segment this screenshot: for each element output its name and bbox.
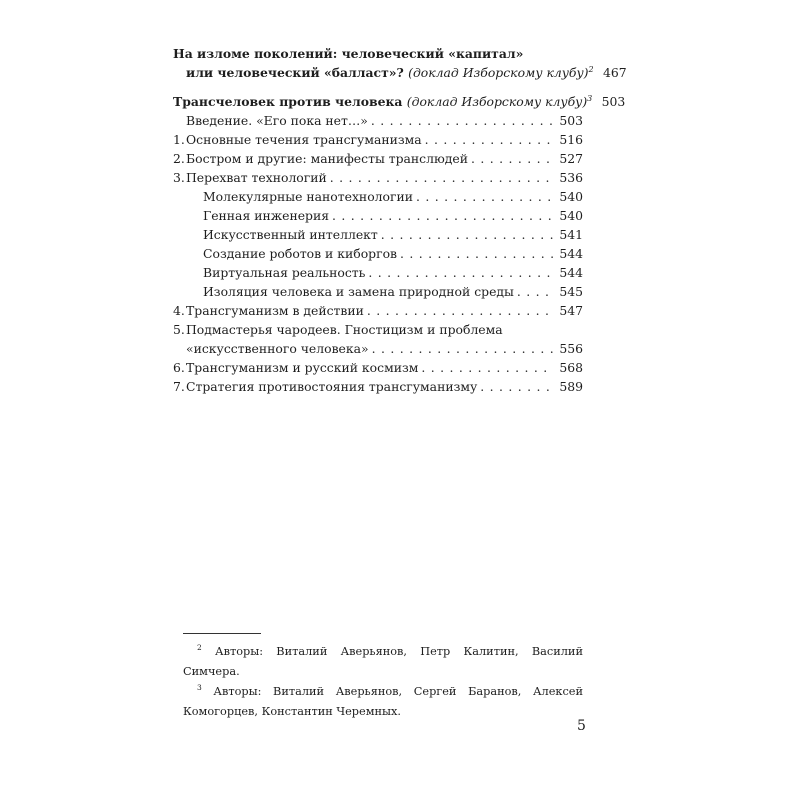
page-ref: 544: [559, 265, 583, 280]
page-ref: 547: [559, 303, 583, 318]
dot-leader: [332, 206, 553, 225]
toc-section-title-text: Трансчеловек против человека: [173, 94, 403, 109]
dot-leader: [416, 187, 553, 206]
table-of-contents: [173, 44, 627, 396]
dot-leader: [381, 225, 553, 244]
toc-entry-label: Стратегия противостояния трансгуманизму: [186, 379, 478, 394]
toc-section-title-line: [173, 92, 626, 111]
toc-entry-label: Бостром и другие: манифесты транслюдей: [186, 151, 468, 166]
dot-leader: [471, 149, 553, 168]
toc-entry-number: 7.: [173, 379, 185, 394]
dot-leader: [330, 168, 553, 187]
dot-leader: [400, 244, 553, 263]
toc-subentry: [173, 282, 583, 301]
toc-section-title-text: или человеческий «балласт»?: [186, 65, 404, 80]
toc-subentry: [173, 225, 583, 244]
toc-entry-label: Генная инженерия: [203, 208, 330, 223]
page-number: 5: [577, 718, 586, 734]
footnote-text: Авторы: Виталий Аверьянов, Петр Калитин, Василий Симчера.: [183, 645, 583, 678]
toc-entry-number: 5.: [173, 322, 185, 337]
toc-entry: [173, 301, 583, 320]
dot-leader: [371, 111, 553, 130]
toc-entry: [173, 377, 583, 396]
footnote-mark: 2: [197, 643, 202, 652]
toc-section-note: (доклад Изборскому клубу): [406, 94, 588, 109]
toc-entry-label: Трансгуманизм в действии: [186, 303, 364, 318]
dot-leader: [421, 358, 553, 377]
toc-entry: [173, 168, 583, 187]
dot-leader: [367, 301, 553, 320]
page-ref: 556: [559, 341, 583, 356]
toc-entry: [173, 111, 583, 130]
toc-entry-label: Подмастерья чародеев. Гностицизм и проблема: [186, 322, 503, 337]
page-ref: 503: [601, 94, 626, 109]
toc-entry-label: Изоляция человека и замена природной среды: [203, 284, 514, 299]
dot-leader: [425, 130, 553, 149]
toc-entry: [173, 320, 583, 358]
toc-entry-number: 6.: [173, 360, 185, 375]
toc-entry-label: Создание роботов и киборгов: [203, 246, 398, 261]
toc-section-title-line1: На изломе поколений: человеческий «капитал»: [173, 46, 524, 61]
dot-leader: [372, 339, 553, 358]
footnote: [183, 682, 583, 722]
page-ref: 536: [559, 170, 583, 185]
toc-subentry: [173, 187, 583, 206]
toc-subentry: [173, 244, 583, 263]
dot-leader: [368, 263, 553, 282]
page-ref: 527: [559, 151, 583, 166]
toc-entry-number: 4.: [173, 303, 185, 318]
toc-entry-number: 3.: [173, 170, 185, 185]
toc-section-title-line2: [173, 63, 627, 82]
toc-subentry: [173, 263, 583, 282]
page-ref: 545: [559, 284, 583, 299]
footnote-text: Авторы: Виталий Аверьянов, Сергей Баранов, Алексей Комогорцев, Константин Черемных.: [183, 685, 583, 718]
toc-section-note: (доклад Изборскому клубу): [408, 65, 589, 80]
toc-entry-label: Виртуальная реальность: [203, 265, 366, 280]
toc-entry-number: 2.: [173, 151, 185, 166]
toc-entry-label: Введение. «Его пока нет…»: [186, 113, 368, 128]
toc-entry-number: 1.: [173, 132, 185, 147]
toc-section-generations: [173, 44, 627, 82]
toc-entry: [173, 358, 583, 377]
footnote-mark: 3: [197, 683, 202, 692]
footnote: [183, 642, 583, 682]
toc-section-transhuman: [173, 92, 626, 111]
page-ref: 516: [559, 132, 583, 147]
page-ref: 467: [602, 65, 627, 80]
toc-entry-label: Трансгуманизм и русский космизм: [186, 360, 419, 375]
toc-entry: [173, 130, 583, 149]
toc-entry-label: Искусственный интеллект: [203, 227, 378, 242]
footnote-divider: [183, 633, 261, 634]
toc-entry: [173, 149, 583, 168]
page-ref: 544: [559, 246, 583, 261]
page-ref: 540: [559, 189, 583, 204]
page-ref: 589: [559, 379, 583, 394]
page-ref: 503: [559, 113, 583, 128]
footnotes: [183, 633, 583, 722]
footnote-ref: 2: [588, 65, 594, 74]
toc-subentry: [173, 206, 583, 225]
page-ref: 541: [559, 227, 583, 242]
toc-entry-label-cont: «искусственного человека»: [186, 341, 369, 356]
dot-leader: [517, 282, 553, 301]
page-ref: 568: [559, 360, 583, 375]
toc-entry-label: Основные течения трансгуманизма: [186, 132, 422, 147]
footnote-ref: 3: [587, 94, 593, 103]
toc-entry-label: Перехват технологий: [186, 170, 327, 185]
toc-entry-label: Молекулярные нанотехнологии: [203, 189, 413, 204]
dot-leader: [480, 377, 553, 396]
page-ref: 540: [559, 208, 583, 223]
